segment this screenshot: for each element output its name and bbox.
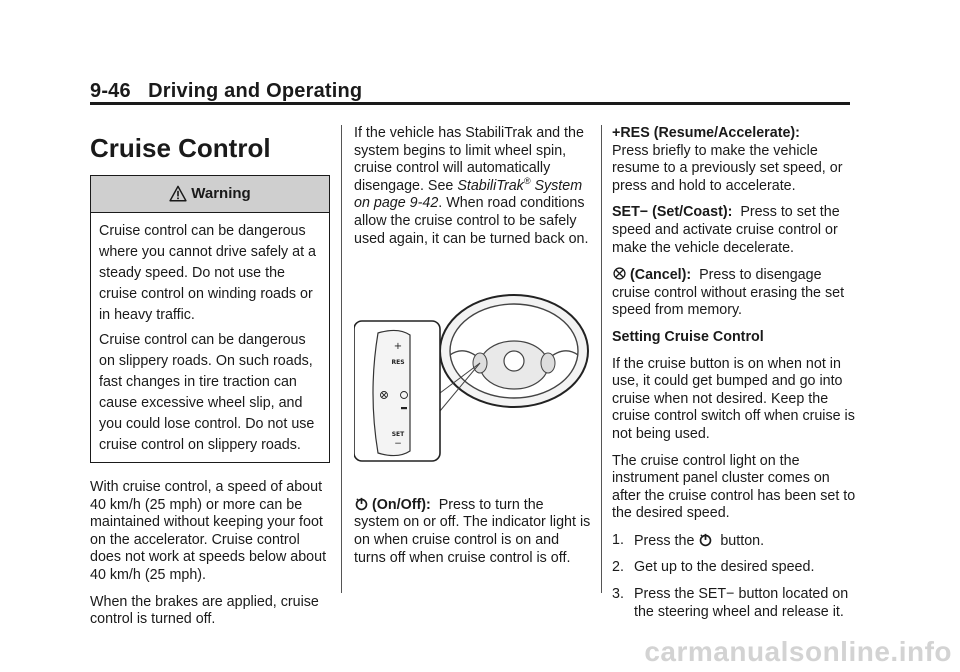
- column-1: [90, 125, 330, 638]
- cruise-onoff-icon: [698, 532, 713, 547]
- body-paragraph: The cruise control light on the instrument panel cluster comes on after the cruise control has been set to the desired speed.: [612, 452, 856, 522]
- page-header: [90, 80, 362, 103]
- warning-paragraph: Cruise control can be dangerous where you cannot drive safely at a steady speed. Do not use the cruise control on winding roads or in heavy traffic.: [99, 223, 316, 323]
- res-description: +RES (Resume/Accelerate): Press briefly to make the vehicle resume to a previously set speed, or press and hold to accelerate.: [612, 125, 843, 194]
- page-number: 9-46: [90, 80, 131, 102]
- column-2: [354, 125, 592, 576]
- section-title: Driving and Operating: [148, 80, 363, 102]
- warning-title: Warning: [191, 185, 251, 203]
- column-3: [612, 125, 856, 630]
- header-rule: [90, 102, 850, 105]
- res-button-label: RES: [391, 359, 405, 367]
- column-divider: [341, 125, 342, 593]
- svg-text:−: −: [394, 439, 402, 450]
- warning-box: [90, 175, 330, 463]
- step-item: 3. Press the SET− button located on the steering wheel and release it.: [612, 586, 849, 620]
- set-description: SET− (Set/Coast): Press to set the speed and activate cruise control or make the vehicle decelerate.: [612, 204, 840, 256]
- body-paragraph: When the brakes are applied, cruise control is turned off.: [90, 593, 319, 628]
- warning-icon: [169, 185, 187, 203]
- body-paragraph: With cruise control, a speed of about 40 km/h (25 mph) or more can be maintained without keeping your foot on the accelerator. Cruise control does not work at speeds below about 40 km/h (25 mph).: [90, 479, 327, 583]
- cancel-icon: [612, 266, 627, 281]
- set-button-label: SET: [391, 431, 405, 439]
- cruise-switch-closeup: [354, 321, 440, 461]
- step-item: 2. Get up to the desired speed.: [612, 559, 815, 576]
- warning-paragraph: Cruise control can be dangerous on slippery roads. On such roads, fast changes in tire traction can cause excessive wheel slip, and you could lose control. Do not use cruise control on slippery roads.: [99, 332, 315, 453]
- step-item: 1. Press the button.: [612, 531, 765, 549]
- svg-text:+: +: [393, 341, 403, 353]
- stabilitrak-link[interactable]: StabiliTrak® System on page 9-42: [354, 176, 583, 212]
- section-subheading: Setting Cruise Control: [612, 328, 764, 345]
- body-paragraph: If the cruise button is on when not in use, it could get bumped and go into cruise when not desired. Keep the cruise control switch off when cruise is not being used.: [612, 355, 855, 442]
- stabilitrak-paragraph: If the vehicle has StabiliTrak and the system begins to limit wheel spin, cruise control will automatically disengage. See StabiliTrak® System on page 9-42. When road conditions allow the cruise control to be safely used again, it can be turned back on.: [354, 125, 589, 247]
- cruise-onoff-icon: [354, 496, 369, 511]
- warning-header: [91, 176, 329, 213]
- page-title: Cruise Control: [90, 133, 271, 163]
- onoff-description: (On/Off): Press to turn the system on or off. The indicator light is on when cruise control is on and turns off when cruise control is off.: [354, 496, 591, 566]
- column-divider: [601, 125, 602, 593]
- warning-body: [91, 213, 329, 462]
- cancel-description: (Cancel): Press to disengage cruise control without erasing the set speed from memory.: [612, 267, 845, 319]
- watermark: carmanualsonline.info: [644, 636, 952, 667]
- steering-wheel-cruise-controls-figure: [354, 283, 592, 468]
